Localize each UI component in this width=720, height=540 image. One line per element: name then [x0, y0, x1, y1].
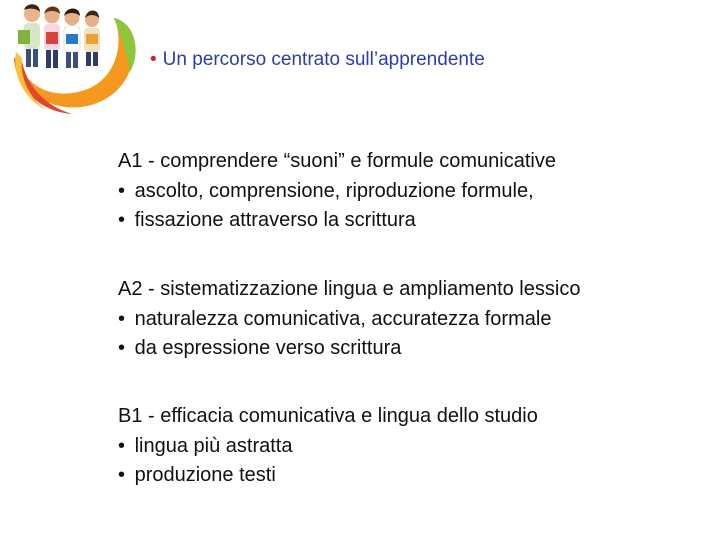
bullet-item: • produzione testi: [118, 464, 276, 486]
bullet-item: • fissazione attraverso la scrittura: [118, 209, 416, 231]
title-bullet: •: [150, 49, 157, 70]
bullet-item: • naturalezza comunicativa, accuratezza formale: [118, 307, 552, 330]
students-group-logo: [2, 0, 144, 125]
slide-title: [150, 49, 485, 71]
title-text: Un percorso centrato sull’apprendente: [162, 49, 485, 70]
section-a2: [118, 275, 580, 364]
bullet-item: • da espressione verso scrittura: [118, 337, 402, 359]
section-b1: [118, 402, 538, 491]
bullet-item: • lingua più astratta: [118, 434, 293, 457]
section-heading: B1 - efficacia comunicativa e lingua dello studio: [118, 405, 538, 427]
section-heading: A2 - sistematizzazione lingua e ampliamento lessico: [118, 278, 581, 300]
bullet-item: • ascolto, comprensione, riproduzione formule,: [118, 179, 534, 202]
section-a1: [118, 147, 556, 236]
section-heading: A1 - comprendere “suoni” e formule comunicative: [118, 150, 556, 172]
